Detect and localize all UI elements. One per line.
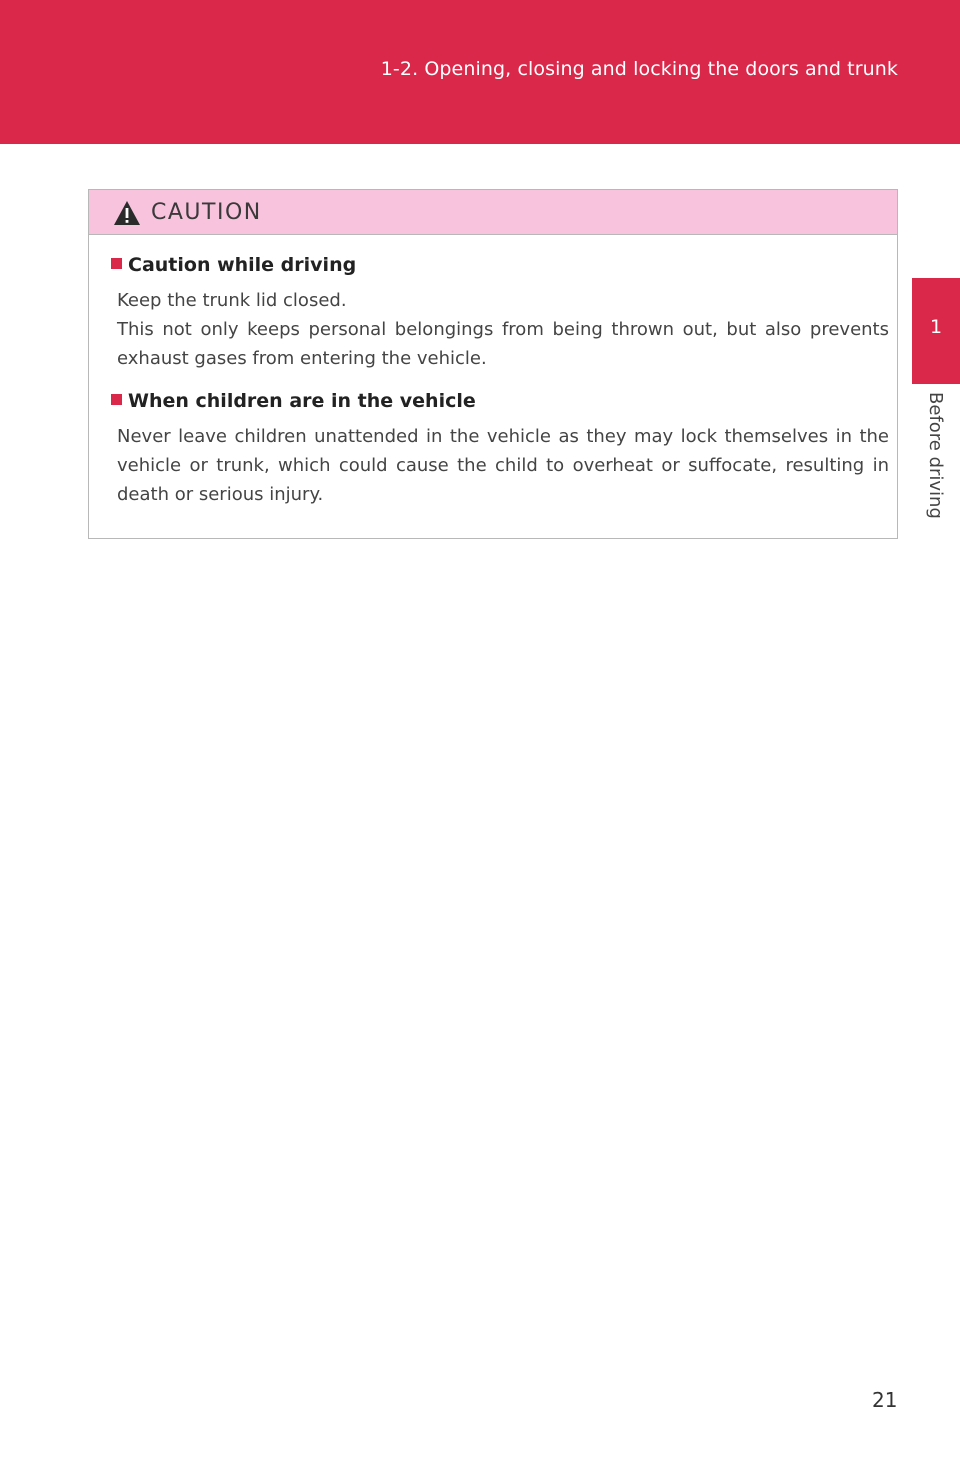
caution-box	[88, 189, 898, 539]
page-number: 21	[872, 1388, 898, 1412]
section-heading	[111, 390, 889, 412]
page-header	[0, 0, 960, 144]
chapter-label-wrap	[912, 392, 960, 532]
square-bullet-icon	[111, 258, 122, 269]
body-paragraph: This not only keeps personal belongings from being thrown out, but also prevents exhaust gases from entering the vehicle.	[117, 319, 889, 369]
square-bullet-icon	[111, 394, 122, 405]
section-title: 1-2. Opening, closing and locking the doors and trunk	[380, 58, 898, 80]
chapter-tab	[912, 278, 960, 381]
caution-section-driving	[111, 254, 889, 373]
warning-triangle-icon	[113, 200, 141, 226]
body-line: Keep the trunk lid closed.	[117, 290, 347, 311]
chapter-number: 1	[929, 316, 943, 338]
chapter-tab-divider	[912, 381, 960, 384]
caution-label: CAUTION	[151, 200, 262, 225]
body-paragraph: Never leave children unattended in the vehicle as they may lock themselves in the vehicle or trunk, which could cause the child to overheat or suffocate, resulting in death or serious injury.	[117, 426, 889, 505]
caution-header	[89, 190, 897, 235]
section-heading	[111, 254, 889, 276]
section-heading-text: When children are in the vehicle	[128, 390, 476, 412]
chapter-label: Before driving	[925, 392, 946, 519]
section-heading-text: Caution while driving	[128, 254, 357, 276]
caution-section-children	[111, 390, 889, 509]
